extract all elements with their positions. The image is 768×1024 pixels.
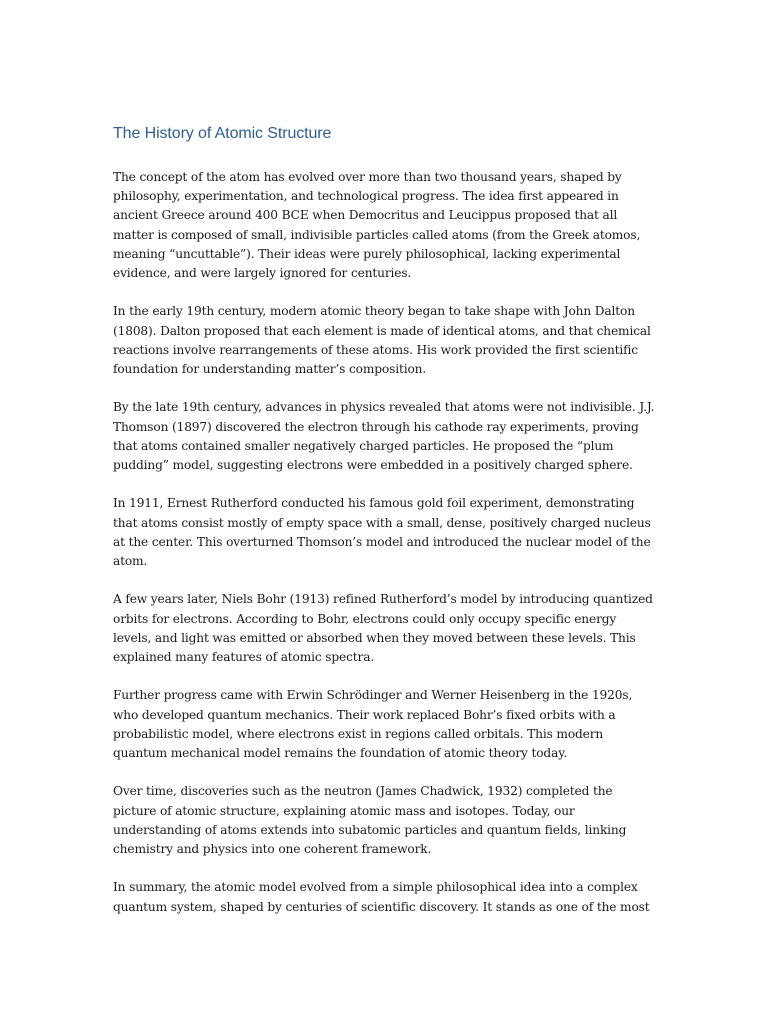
document-title: The History of Atomic Structure (113, 125, 332, 142)
paragraph-thomson: By the late 19th century, advances in physics revealed that atoms were not indivisible. J.J. Thomson (1897) discovered the electron through his cathode ray experiments, proving that atoms contained smaller negatively charged particles. He proposed the “plum pudding” model, suggesting electrons were embedded in a positively charged sphere. (113, 400, 655, 473)
paragraph-rutherford: In 1911, Ernest Rutherford conducted his famous gold foil experiment, demonstrating that atoms consist mostly of empty space with a small, dense, positively charged nucleus at the center. This overturned Thomson’s model and introduced the nuclear model of the atom. (113, 496, 651, 569)
paragraph-neutron: Over time, discoveries such as the neutron (James Chadwick, 1932) completed the picture of atomic structure, explaining atomic mass and isotopes. Today, our understanding of atoms extends into subatomic particles and quantum fields, linking chemistry and physics into one coherent framework. (113, 784, 627, 857)
paragraph-bohr: A few years later, Niels Bohr (1913) refined Rutherford’s model by introducing quantized orbits for electrons. According to Bohr, electrons could only occupy specific energy levels, and light was emitted or absorbed when they moved between these levels. This explained many features of atomic spectra. (113, 592, 653, 665)
paragraph-ancient-greece: The concept of the atom has evolved over more than two thousand years, shaped by philosophy, experimentation, and technological progress. The idea first appeared in ancient Greece around 400 BCE when Democritus and Leucippus proposed that all matter is composed of small, indivisible particles called atoms (from the Greek atomos, meaning “uncuttable”). Their ideas were purely philosophical, lacking experimental evidence, and were largely ignored for centuries. (113, 170, 641, 281)
paragraph-summary: In summary, the atomic model evolved from a simple philosophical idea into a complex quantum system, shaped by centuries of scientific discovery. It stands as one of the most (113, 880, 650, 914)
paragraph-quantum-mechanics: Further progress came with Erwin Schrödinger and Werner Heisenberg in the 1920s, who developed quantum mechanics. Their work replaced Bohr’s fixed orbits with a probabilistic model, where electrons exist in regions called orbitals. This modern quantum mechanical model remains the foundation of atomic theory today. (113, 688, 633, 761)
paragraph-dalton: In the early 19th century, modern atomic theory began to take shape with John Dalton (1808). Dalton proposed that each element is made of identical atoms, and that chemical reactions involve rearrangements of these atoms. His work provided the first scientific foundation for understanding matter’s composition. (113, 304, 651, 377)
document-body (113, 122, 658, 936)
